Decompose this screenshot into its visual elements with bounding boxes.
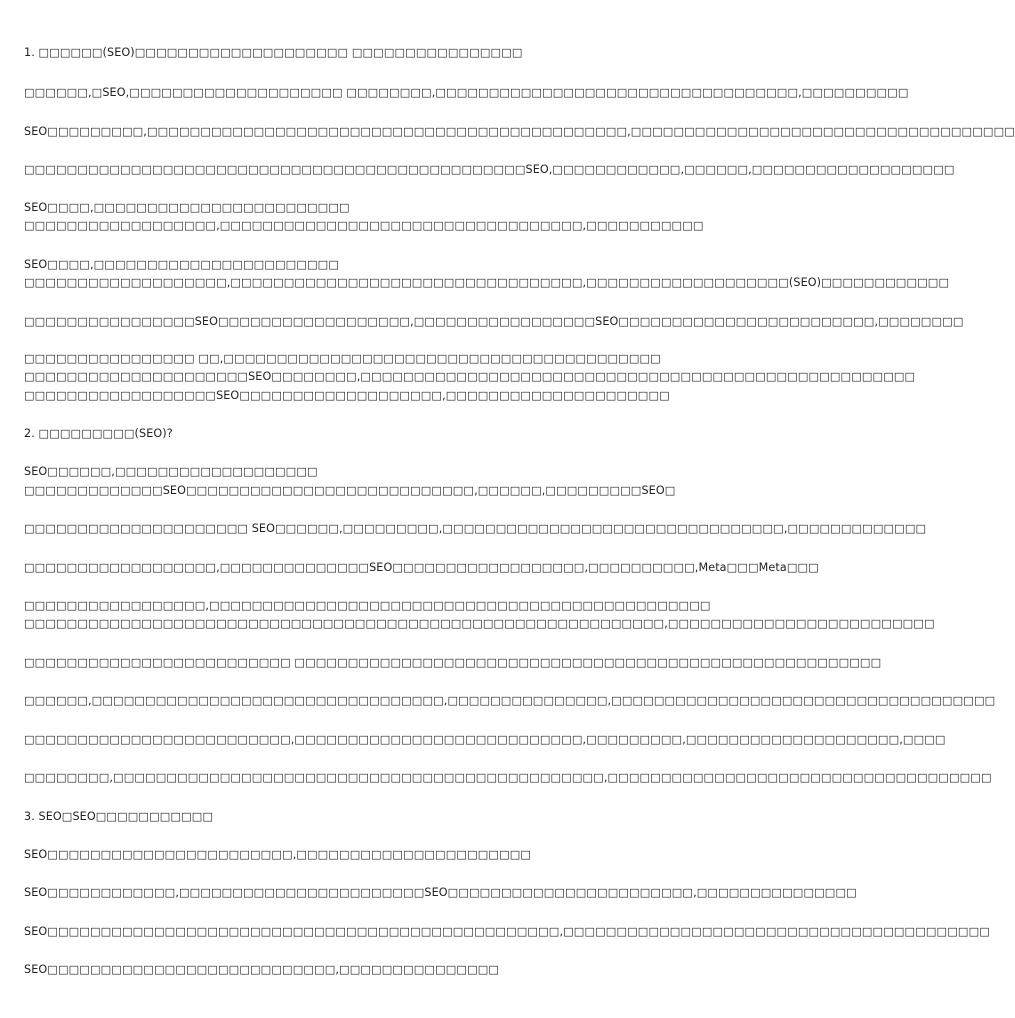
paragraph-line: SEO□□□□,□□□□□□□□□□□□□□□□□□□□□□□ — [24, 258, 340, 271]
paragraph-line: □□□□□□□□□□□□□□□□□□□□□□□□□,□□□□□□□□□□□□□□□□□□□□□□□□□□□,□□□□□□□□□,□□□□□□□□□□□□□□□□□□□□,□□□□ — [24, 733, 946, 746]
paragraph-line: □□□□□□□□□□□□□□□□□□SEO□□□□□□□□□□□□□□□□□□□,□□□□□□□□□□□□□□□□□□□□□ — [24, 389, 670, 402]
paragraph-line: SEO□□□□□□□□□□□□□□□□□□□□□□□□□□□□□□□□□□□□□□□□□□□□□□□□,□□□□□□□□□□□□□□□□□□□□□□□□□□□□□□□□□□□□□□□□ — [24, 925, 990, 938]
paragraph-line: □□□□□□□□□□□□□SEO□□□□□□□□□□□□□□□□□□□□□□□□□□□,□□□□□□,□□□□□□□□□SEO□ — [24, 484, 676, 497]
paragraph-line: □□□□□□,□□□□□□□□□□□□□□□□□□□□□□□□□□□□□□□□□,□□□□□□□□□□□□□□□,□□□□□□□□□□□□□□□□□□□□□□□□□□□□□□□□□□□□ — [24, 694, 996, 707]
paragraph-line: SEO□□□□□□,□□□□□□□□□□□□□□□□□□□ — [24, 465, 318, 478]
paragraph-line: □□□□□□□□□□□□□□□□□,□□□□□□□□□□□□□□□□□□□□□□□□□□□□□□□□□□□□□□□□□□□□□□□ — [24, 599, 711, 612]
paragraph-line: □□□□□□□□□□□□□□□□□□□□□□□□□□□□□□□□□□□□□□□□□□□□□□□SEO,□□□□□□□□□□□□,□□□□□□,□□□□□□□□□□□□□□□□□□□ — [24, 163, 955, 176]
paragraph-line: SEO□□□□□□□□□□□□□□□□□□□□□□□,□□□□□□□□□□□□□□□□□□□□□□ — [24, 848, 532, 861]
paragraph-line: SEO□□□□□□□□□,□□□□□□□□□□□□□□□□□□□□□□□□□□□□□□□□□□□□□□□□□□□□□,□□□□□□□□□□□□□□□□□□□□□□□□□□□□□□□□□□□□ — [24, 125, 1015, 138]
paragraph-line: □□□□□□□□□□□□□□□□□□,□□□□□□□□□□□□□□□□□□□□□□□□□□□□□□□□□□,□□□□□□□□□□□ — [24, 219, 704, 232]
paragraph-line: □□□□□□□□□□□□□□□□□□□□□SEO□□□□□□□□,□□□□□□□□□□□□□□□□□□□□□□□□□□□□□□□□□□□□□□□□□□□□□□□□□□□□ — [24, 370, 916, 383]
paragraph-line: □□□□□□□□□□□□□□□□□□□□□□□□□□□□□□□□□□□□□□□□□□□□□□□□□□□□□□□□□□□□,□□□□□□□□□□□□□□□□□□□□□□□□□ — [24, 617, 935, 630]
paragraph-line: □□□□□□□□□□□□□□□□□□□,□□□□□□□□□□□□□□□□□□□□□□□□□□□□□□□□□,□□□□□□□□□□□□□□□□□□□(SEO)□□□□□□□□□□□□ — [24, 276, 950, 289]
paragraph-line: SEO□□□□,□□□□□□□□□□□□□□□□□□□□□□□□ — [24, 201, 350, 214]
heading-1: 1. □□□□□□(SEO)□□□□□□□□□□□□□□□□□□□□ □□□□□□□□□□□□□□□□ — [24, 46, 523, 59]
heading-3: 3. SEO□SEO□□□□□□□□□□□ — [24, 810, 214, 823]
paragraph-line: □□□□□□□□□□□□□□□□□□□□□ SEO□□□□□□,□□□□□□□□□,□□□□□□□□□□□□□□□□□□□□□□□□□□□□□□□□,□□□□□□□□□□□□□ — [24, 522, 927, 535]
heading-2: 2. □□□□□□□□□(SEO)? — [24, 427, 173, 440]
paragraph-line: SEO□□□□□□□□□□□□,□□□□□□□□□□□□□□□□□□□□□□□SEO□□□□□□□□□□□□□□□□□□□□□□□,□□□□□□□□□□□□□□□ — [24, 886, 857, 899]
paragraph-line: □□□□□□,□SEO,□□□□□□□□□□□□□□□□□□□□ □□□□□□□□,□□□□□□□□□□□□□□□□□□□□□□□□□□□□□□□□□□,□□□□□□□□□□ — [24, 86, 909, 99]
paragraph-line: □□□□□□□□□□□□□□□□SEO□□□□□□□□□□□□□□□□□□,□□□□□□□□□□□□□□□□□SEO□□□□□□□□□□□□□□□□□□□□□□□□,□□□□□□□□ — [24, 315, 964, 328]
paragraph-line: □□□□□□□□□□□□□□□□□□,□□□□□□□□□□□□□□SEO□□□□□□□□□□□□□□□□□□,□□□□□□□□□□,Meta□□□Meta□□□ — [24, 561, 819, 574]
paragraph-line: □□□□□□□□,□□□□□□□□□□□□□□□□□□□□□□□□□□□□□□□□□□□□□□□□□□□□□□,□□□□□□□□□□□□□□□□□□□□□□□□□□□□□□□□□□□□ — [24, 771, 992, 784]
paragraph-line: □□□□□□□□□□□□□□□□□□□□□□□□□ □□□□□□□□□□□□□□□□□□□□□□□□□□□□□□□□□□□□□□□□□□□□□□□□□□□□□□□ — [24, 656, 882, 669]
paragraph-line: SEO□□□□□□□□□□□□□□□□□□□□□□□□□□□,□□□□□□□□□□□□□□□ — [24, 963, 500, 976]
paragraph-line: □□□□□□□□□□□□□□□□ □□,□□□□□□□□□□□□□□□□□□□□□□□□□□□□□□□□□□□□□□□□□ — [24, 352, 661, 365]
